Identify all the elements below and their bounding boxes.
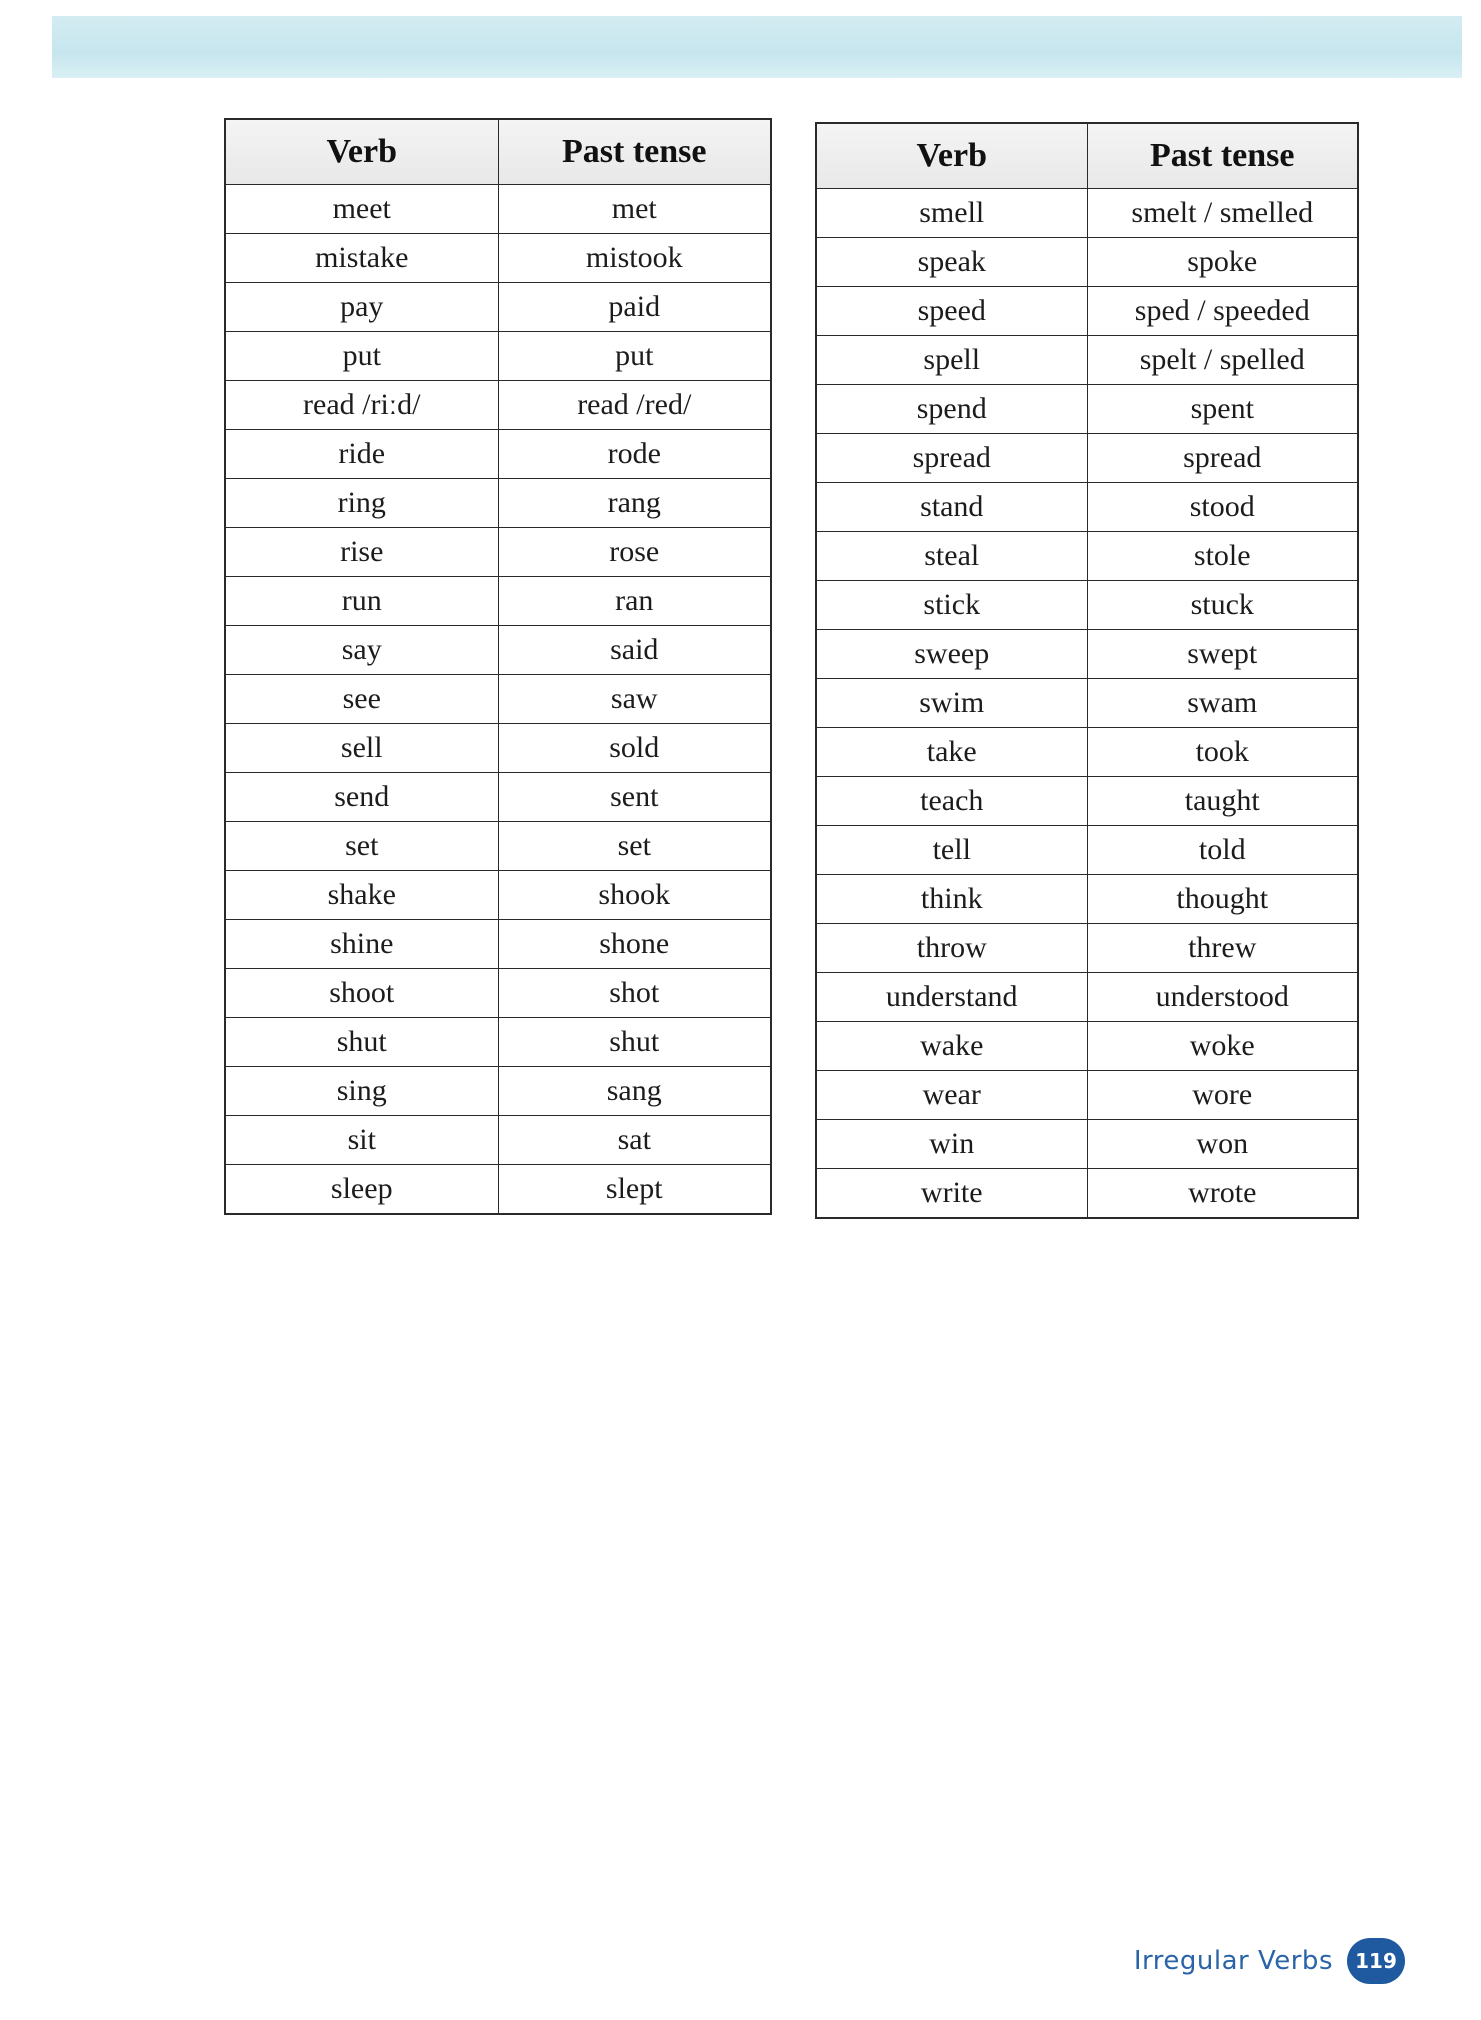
table-row [816, 679, 1358, 728]
table-row [816, 1169, 1358, 1219]
verb-cell: wear [816, 1071, 1087, 1120]
past-tense-column-header: Past tense [498, 119, 771, 185]
table-row [225, 871, 771, 920]
page-number-badge: 119 [1347, 1938, 1405, 1984]
past-tense-cell: sped / speeded [1087, 287, 1358, 336]
table-row [816, 630, 1358, 679]
past-tense-cell: rang [498, 479, 771, 528]
past-tense-cell: sat [498, 1116, 771, 1165]
past-tense-cell: spent [1087, 385, 1358, 434]
past-tense-cell: set [498, 822, 771, 871]
table-row [816, 483, 1358, 532]
past-tense-cell: spread [1087, 434, 1358, 483]
verb-cell: shake [225, 871, 498, 920]
table-row [225, 528, 771, 577]
table-row [816, 973, 1358, 1022]
past-tense-cell: told [1087, 826, 1358, 875]
past-tense-cell: woke [1087, 1022, 1358, 1071]
verb-cell: understand [816, 973, 1087, 1022]
table-row [816, 1022, 1358, 1071]
table-row [225, 724, 771, 773]
past-tense-cell: sent [498, 773, 771, 822]
irregular-verbs-table-left [224, 118, 772, 1215]
table-row [816, 434, 1358, 483]
table-row [225, 577, 771, 626]
verb-cell: sing [225, 1067, 498, 1116]
table-row [225, 185, 771, 234]
verb-cell: write [816, 1169, 1087, 1219]
past-tense-cell: wrote [1087, 1169, 1358, 1219]
table-row [225, 332, 771, 381]
table-header-row [225, 119, 771, 185]
verb-cell: sweep [816, 630, 1087, 679]
table-row [225, 430, 771, 479]
verb-cell: read /riːd/ [225, 381, 498, 430]
past-tense-cell: sold [498, 724, 771, 773]
verb-cell: stand [816, 483, 1087, 532]
table-row [225, 283, 771, 332]
past-tense-cell: understood [1087, 973, 1358, 1022]
verb-cell: sleep [225, 1165, 498, 1215]
verb-cell: shut [225, 1018, 498, 1067]
table-body [816, 189, 1358, 1219]
past-tense-cell: swam [1087, 679, 1358, 728]
verb-cell: smell [816, 189, 1087, 238]
verb-cell: speak [816, 238, 1087, 287]
past-tense-cell: thought [1087, 875, 1358, 924]
verb-cell: swim [816, 679, 1087, 728]
table-header-row [816, 123, 1358, 189]
table-row [816, 728, 1358, 777]
verb-cell: tell [816, 826, 1087, 875]
table-row [225, 920, 771, 969]
verb-cell: spread [816, 434, 1087, 483]
verb-cell: set [225, 822, 498, 871]
past-tense-cell: rode [498, 430, 771, 479]
past-tense-cell: saw [498, 675, 771, 724]
past-tense-cell: mistook [498, 234, 771, 283]
table-row [225, 822, 771, 871]
table-row [225, 1116, 771, 1165]
past-tense-cell: shot [498, 969, 771, 1018]
past-tense-cell: read /red/ [498, 381, 771, 430]
table-row [816, 287, 1358, 336]
past-tense-cell: smelt / smelled [1087, 189, 1358, 238]
verb-cell: pay [225, 283, 498, 332]
verb-cell: steal [816, 532, 1087, 581]
verb-cell: sell [225, 724, 498, 773]
verb-cell: think [816, 875, 1087, 924]
table-row [225, 381, 771, 430]
page-footer [1134, 1938, 1405, 1984]
table-row [816, 336, 1358, 385]
past-tense-cell: shook [498, 871, 771, 920]
top-decorative-band [52, 16, 1462, 78]
table-row [816, 1071, 1358, 1120]
verb-cell: teach [816, 777, 1087, 826]
verb-cell: send [225, 773, 498, 822]
verb-cell: rise [225, 528, 498, 577]
past-tense-cell: stole [1087, 532, 1358, 581]
past-tense-cell: put [498, 332, 771, 381]
table-row [225, 773, 771, 822]
table-row [225, 1018, 771, 1067]
past-tense-cell: threw [1087, 924, 1358, 973]
table-row [816, 532, 1358, 581]
table-row [225, 1067, 771, 1116]
table-row [816, 777, 1358, 826]
verb-cell: see [225, 675, 498, 724]
verb-cell: wake [816, 1022, 1087, 1071]
verb-cell: spend [816, 385, 1087, 434]
table-row [225, 479, 771, 528]
table-row [225, 969, 771, 1018]
past-tense-column-header: Past tense [1087, 123, 1358, 189]
past-tense-cell: took [1087, 728, 1358, 777]
verb-cell: put [225, 332, 498, 381]
past-tense-cell: said [498, 626, 771, 675]
table-row [816, 826, 1358, 875]
past-tense-cell: stuck [1087, 581, 1358, 630]
table-row [225, 626, 771, 675]
past-tense-cell: slept [498, 1165, 771, 1215]
table-body [225, 185, 771, 1215]
verb-column-header: Verb [225, 119, 498, 185]
table-row [816, 1120, 1358, 1169]
verb-cell: win [816, 1120, 1087, 1169]
verb-column-header: Verb [816, 123, 1087, 189]
verb-cell: shoot [225, 969, 498, 1018]
past-tense-cell: swept [1087, 630, 1358, 679]
past-tense-cell: shone [498, 920, 771, 969]
verb-cell: throw [816, 924, 1087, 973]
past-tense-cell: shut [498, 1018, 771, 1067]
verb-cell: speed [816, 287, 1087, 336]
verb-cell: sit [225, 1116, 498, 1165]
verb-cell: shine [225, 920, 498, 969]
table-row [816, 189, 1358, 238]
verb-cell: meet [225, 185, 498, 234]
past-tense-cell: stood [1087, 483, 1358, 532]
past-tense-cell: ran [498, 577, 771, 626]
footer-title: Irregular Verbs [1133, 1946, 1333, 1976]
verb-cell: mistake [225, 234, 498, 283]
table-row [816, 238, 1358, 287]
table-row [816, 581, 1358, 630]
verb-cell: ride [225, 430, 498, 479]
table-row [816, 875, 1358, 924]
verb-cell: run [225, 577, 498, 626]
verb-cell: spell [816, 336, 1087, 385]
past-tense-cell: wore [1087, 1071, 1358, 1120]
past-tense-cell: spoke [1087, 238, 1358, 287]
past-tense-cell: paid [498, 283, 771, 332]
past-tense-cell: sang [498, 1067, 771, 1116]
table-row [225, 675, 771, 724]
verb-cell: say [225, 626, 498, 675]
table-row [225, 234, 771, 283]
verb-cell: ring [225, 479, 498, 528]
table-row [816, 924, 1358, 973]
past-tense-cell: met [498, 185, 771, 234]
past-tense-cell: won [1087, 1120, 1358, 1169]
past-tense-cell: spelt / spelled [1087, 336, 1358, 385]
irregular-verbs-table-right [815, 122, 1359, 1219]
verb-cell: take [816, 728, 1087, 777]
past-tense-cell: rose [498, 528, 771, 577]
table-row [225, 1165, 771, 1215]
table-row [816, 385, 1358, 434]
past-tense-cell: taught [1087, 777, 1358, 826]
verb-cell: stick [816, 581, 1087, 630]
